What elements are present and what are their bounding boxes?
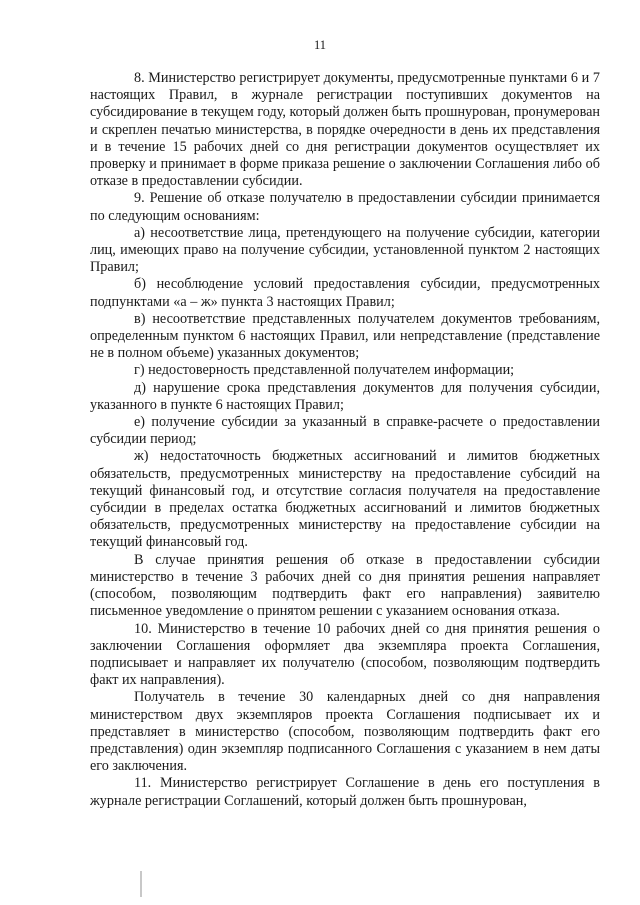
paragraph-11: 11. Министерство регистрирует Соглашение в день его поступления в журнале регистрации Соглашений, который должен быть прошнурован, — [90, 775, 600, 809]
paragraph-9-item-b: б) несоблюдение условий предоставления субсидии, предусмотренных подпунктами «а – ж» пункта 3 настоящих Правил; — [90, 276, 600, 310]
paragraph-9-item-d: д) нарушение срока представления документов для получения субсидии, указанного в пункте 6 настоящих Правил; — [90, 379, 600, 413]
page-number: 11 — [313, 38, 327, 52]
paragraph-refusal-notice: В случае принятия решения об отказе в предоставлении субсидии министерство в течение 3 рабочих дней со дня принятия решения направляет (способом, позволяющим подтвердить факт его направления) заявителю письменное уведомление о принятом решении с указанием основания отказа. — [90, 551, 600, 620]
paragraph-9-item-e: е) получение субсидии за указанный в справке-расчете о предоставлении субсидии период; — [90, 414, 600, 448]
paragraph-8: 8. Министерство регистрирует документы, предусмотренные пунктами 6 и 7 настоящих Правил, в журнале регистрации поступивших документов на субсидирование в текущем году, который должен быть прошнурован, пронумерован и скреплен печатью министерства, в порядке очередности в день их представления и в течение 15 рабочих дней со дня регистрации документов осуществляет их проверку и принимает в форме приказа решение о заключении Соглашения либо об отказе в предоставлении субсидии. — [90, 70, 600, 190]
paragraph-9-item-g: г) недостоверность представленной получателем информации; — [134, 362, 515, 379]
paragraph-9-item-a: а) несоответствие лица, претендующего на получение субсидии, категории лиц, имеющих право на получение субсидии, установленной пунктом 2 настоящих Правил; — [90, 224, 600, 276]
document-body — [90, 70, 600, 810]
paragraph-9-item-v: в) несоответствие представленных получателем документов требованиям, определенным пунктом 6 настоящих Правил, или непредставление (представление не в полном объеме) указанных документов; — [90, 310, 600, 362]
paragraph-10: 10. Министерство в течение 10 рабочих дней со дня принятия решения о заключении Соглашения оформляет два экземпляра проекта Соглашения, подписывает и направляет их получателю (способом, позволяющим подтвердить факт их направления). — [90, 620, 600, 689]
scan-mark — [140, 871, 142, 897]
paragraph-recipient-signing: Получатель в течение 30 календарных дней со дня направления министерством двух экземпляров проекта Соглашения подписывает их и представляет в министерство (способом, позволяющим подтвердить факт его представления) один экземпляр подписанного Соглашения с указанием в нем даты его заключения. — [90, 689, 600, 775]
paragraph-9-item-zh: ж) недостаточность бюджетных ассигнований и лимитов бюджетных обязательств, предусмотренных министерству на предоставление субсидий на текущий финансовый год, и отсутствие согласия получателя на предоставление субсидии в пределах остатка бюджетных ассигнований и лимитов бюджетных обязательств, предусмотренных министерству на предоставление субсидии на текущий финансовый год. — [90, 448, 600, 551]
paragraph-9: 9. Решение об отказе получателю в предоставлении субсидии принимается по следующим основаниям: — [90, 190, 600, 224]
